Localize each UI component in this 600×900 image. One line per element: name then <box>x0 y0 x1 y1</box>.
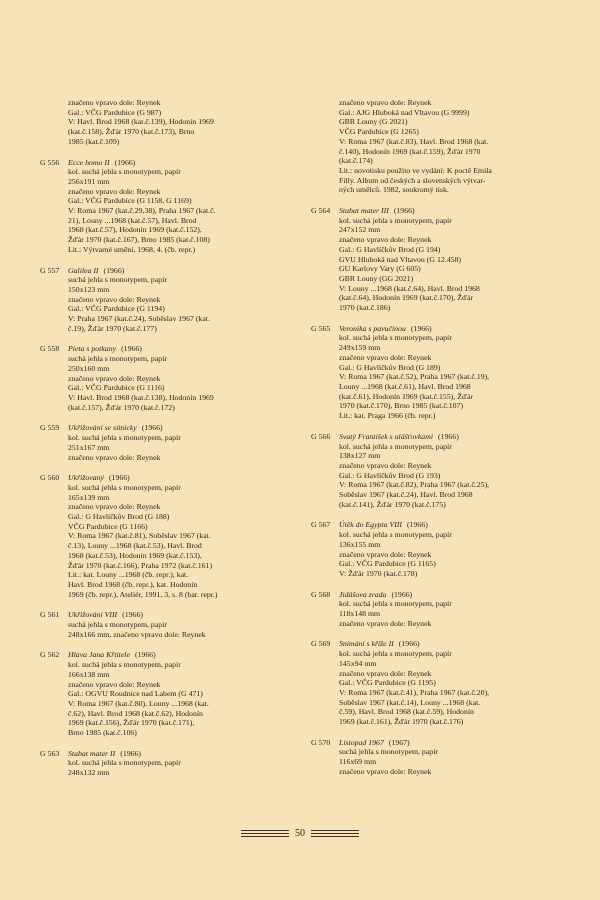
entry-number: G 563 <box>40 748 60 758</box>
entry-details <box>311 599 561 628</box>
entry-title: Pieta s potkany <box>68 344 117 354</box>
entry-detail-line: značeno vpravo dole: Reynek <box>339 766 432 776</box>
entry-detail-line: 21), Louny ...1968 (kat.č.57), Havl. Brod <box>68 215 197 225</box>
continuation-line: č.140), Hodonín 1969 (kat.č.159), Žďár 1970 <box>339 146 481 156</box>
entry-detail-line: suchá jehla s monotypem, papír <box>68 354 167 364</box>
entry-detail-line: kol. suchá jehla s monotypem, papír <box>68 758 181 768</box>
catalog-entry <box>40 650 290 737</box>
entry-title: Útěk do Egypta VIII <box>339 520 402 530</box>
entry-detail-line: Gal.: VČG Pardubice (G 1116) <box>68 383 165 393</box>
entry-number: G 558 <box>40 344 60 354</box>
entry-details <box>40 433 290 462</box>
entry-details <box>311 649 561 727</box>
catalog-entry <box>40 749 290 778</box>
entry-details <box>311 333 561 420</box>
entry-year: (1966) <box>398 639 420 649</box>
catalog-entry <box>311 432 561 510</box>
entry-detail-line: V: Roma 1967 (kat.č.52), Praha 1967 (kat.č.19), <box>339 372 490 382</box>
entry-detail-line: Lit.: kat. Praga 1966 (čb. repr.) <box>339 411 436 421</box>
entry-title: Ukřižovaný <box>68 473 104 483</box>
entry-detail-line: č.13), Louny ...1968 (kat.č.53), Havl. Brod <box>68 541 202 551</box>
entry-detail-line: 248x166 mm, značeno vpravo dole: Reynek <box>68 629 206 639</box>
entry-details <box>40 275 290 333</box>
entry-number: G 570 <box>311 737 331 747</box>
entry-detail-line: značeno vpravo dole: Reynek <box>68 452 161 462</box>
entry-detail-line: značeno vpravo dole: Reynek <box>339 668 432 678</box>
entry-number: G 566 <box>311 431 331 441</box>
entry-detail-line: 150x123 mm <box>68 284 110 294</box>
entry-number: G 562 <box>40 650 60 660</box>
entry-detail-line: V: Louny ...1968 (kat.č.64), Havl. Brod 1968 <box>339 283 480 293</box>
entry-details <box>311 442 561 510</box>
entry-detail-line: V: Roma 1967 (kat.č.80), Louny ...1968 (kat. <box>68 698 209 708</box>
continuation-line: VČG Pardubice (G 1265) <box>339 127 419 137</box>
entry-detail-line: 136x155 mm <box>339 539 381 549</box>
entry-detail-line: (kat.č.157), Žďár 1970 (kat.č.172) <box>68 402 175 412</box>
entry-number: G 561 <box>40 610 60 620</box>
entry-detail-line: Gal.: G Havlíčkův Brod (G 193) <box>339 470 441 480</box>
entry-detail-line: GBR Louny (GG 2021) <box>339 273 414 283</box>
entry-number: G 559 <box>40 423 60 433</box>
entry-detail-line: 1969 (čb. repr.), Ateliér, 1991, 3, s. 8 (bar. repr.) <box>68 589 218 599</box>
catalog-entry <box>40 610 290 639</box>
entry-detail-line: kol. suchá jehla s monotypem, papír <box>339 599 452 609</box>
entry-heading <box>40 473 290 483</box>
entry-detail-line: 247x152 mm <box>339 225 381 235</box>
entry-number: G 568 <box>311 589 331 599</box>
entry-detail-line: V: Roma 1967 (kat.č.29,38), Praha 1967 (kat.č. <box>68 206 216 216</box>
entry-detail-line: 1970 (kat.č.170), Brno 1985 (kat.č.107) <box>339 401 464 411</box>
entry-detail-line: Lit.: kat. Louny ...1968 (čb. repr.), kat. <box>68 570 189 580</box>
entry-number: G 567 <box>311 520 331 530</box>
entry-detail-line: 251x167 mm <box>68 442 110 452</box>
page-number: 50 <box>295 828 305 839</box>
entry-detail-line: kol. suchá jehla s monotypem, papír <box>68 660 181 670</box>
entry-detail-line: kol. suchá jehla s monotypem, papír <box>68 167 181 177</box>
entry-detail-line: 1969 (kat.č.156), Žďár 1970 (kat.č.171), <box>68 718 195 728</box>
entry-title: Listopad 1967 <box>339 737 384 747</box>
entry-heading <box>40 650 290 660</box>
entry-detail-line: Soběslav 1967 (kat.č.24), Havl. Brod 1968 <box>339 490 473 500</box>
entry-detail-line: č.19), Žďár 1970 (kat.č.177) <box>68 323 157 333</box>
entry-year: (1966) <box>410 323 432 333</box>
entry-title: Ukřižování VIII <box>68 610 118 620</box>
entry-detail-line: kol. suchá jehla s monotypem, papír <box>339 333 452 343</box>
entry-detail-line: GU Karlovy Vary (G 605) <box>339 264 421 274</box>
entry-details <box>40 758 290 777</box>
entry-year: (1967) <box>388 737 410 747</box>
catalog-entry <box>40 266 290 334</box>
entry-details <box>40 167 290 254</box>
entry-detail-line: značeno vpravo dole: Reynek <box>339 618 432 628</box>
entry-details <box>40 660 290 738</box>
entry-title: Hlava Jana Křtitele <box>68 650 130 660</box>
entry-year: (1966) <box>103 265 125 275</box>
entry-title: Galilea II <box>68 265 99 275</box>
entry-heading <box>311 590 561 600</box>
entry-detail-line: 166x138 mm <box>68 669 110 679</box>
entry-detail-line: 248x132 mm <box>68 768 110 778</box>
entry-year: (1966) <box>108 473 130 483</box>
entry-number: G 565 <box>311 323 331 333</box>
entry-detail-line: kol. suchá jehla s monotypem, papír <box>68 433 181 443</box>
catalog-entry <box>40 473 290 599</box>
entry-title: Ukřižování se sítnicky <box>68 423 137 433</box>
entry-detail-line: Louny ...1968 (kat.č.61), Havl. Brod 1968 <box>339 381 471 391</box>
entry-detail-line: (kat.č.61), Hodonín 1969 (kat.č.155), Žďár <box>339 391 474 401</box>
entry-detail-line: č.62), Havl. Brod 1968 (kat.č.62), Hodonín <box>68 708 203 718</box>
entry-detail-line: V: Havl. Brod 1968 (kat.č.138), Hodonín 1969 <box>68 392 214 402</box>
entry-year: (1966) <box>134 650 156 660</box>
entry-detail-line: kol. suchá jehla s monotypem, papír <box>339 530 452 540</box>
entry-detail-line: Gal.: G Havlíčkův Brod (G 188) <box>68 512 170 522</box>
entry-detail-line: 249x159 mm <box>339 343 381 353</box>
entry-detail-line: značeno vpravo dole: Reynek <box>68 294 161 304</box>
entry-detail-line: Gal.: VČG Pardubice (G 1195) <box>339 678 436 688</box>
entry-year: (1966) <box>141 423 163 433</box>
entry-detail-line: značeno vpravo dole: Reynek <box>339 549 432 559</box>
entry-detail-line: Gal.: VČG Pardubice (G 1194) <box>68 304 165 314</box>
entry-title: Stabat mater II <box>68 748 116 758</box>
entry-detail-line: 1969 (kat.č.161), Žďár 1970 (kat.č.176) <box>339 717 464 727</box>
entry-heading <box>40 610 290 620</box>
entry-detail-line: Lit.: Výtvarné umění, 1968, 4. (čb. repr.) <box>68 244 196 254</box>
entry-detail-line: Soběslav 1967 (kat.č.14), Louny ...1968 (kat. <box>339 697 481 707</box>
entry-detail-line: V: Roma 1967 (kat.č.81), Soběslav 1967 (kat. <box>68 531 211 541</box>
continuation-line: 1985 (kat.č.109) <box>68 136 120 146</box>
continuation-line: (kat.č.158), Žďár 1970 (kat.č.173), Brno <box>68 127 195 137</box>
catalog-entry <box>40 158 290 255</box>
entry-year: (1966) <box>438 431 459 441</box>
entry-number: G 560 <box>40 473 60 483</box>
entry-detail-line: VČG Pardubice (G 1166) <box>68 521 148 531</box>
continuation-line: ných umělců. 1982, soukromý tisk. <box>339 185 449 195</box>
entry-detail-line: značeno vpravo dole: Reynek <box>339 352 432 362</box>
entry-detail-line: 1968 (kat.č.57), Hodonín 1969 (kat.č.152), <box>68 225 202 235</box>
entry-detail-line: suchá jehla s monotypem, papír <box>339 747 438 757</box>
decorative-rule-right <box>311 830 359 837</box>
entry-detail-line: Gal.: VČG Pardubice (G 1165) <box>339 559 436 569</box>
entry-detail-line: Gal.: G Havlíčkův Brod (G 194) <box>339 244 441 254</box>
entry-detail-line: značeno vpravo dole: Reynek <box>68 186 161 196</box>
entry-number: G 557 <box>40 265 60 275</box>
entry-details <box>40 483 290 599</box>
catalog-entry <box>311 324 561 421</box>
entry-list <box>40 158 290 778</box>
catalog-entry <box>311 738 561 777</box>
entry-detail-line: V: Praha 1967 (kat.č.24), Soběslav 1967 (kat. <box>68 314 210 324</box>
right-column <box>311 98 561 788</box>
entry-heading <box>311 206 561 216</box>
entry-heading <box>40 344 290 354</box>
entry-detail-line: Brno 1985 (kat.č.106) <box>68 728 137 738</box>
entry-heading <box>311 324 561 334</box>
entry-title: Jidášova zrada <box>339 589 387 599</box>
entry-heading <box>40 423 290 433</box>
entry-heading <box>311 639 561 649</box>
entry-detail-line: (kat.č.141), Žďár 1970 (kat.č.175) <box>339 499 446 509</box>
entry-detail-line: GVU Hluboká nad Vltavou (G 12.458) <box>339 254 461 264</box>
entry-list <box>311 206 561 777</box>
entry-detail-line: V: Žďár 1970 (kat.č.178) <box>339 568 418 578</box>
entry-detail-line: Žďár 1970 (kat.č.167), Brno 1985 (kat.č.108) <box>68 235 210 245</box>
entry-title: Ecce homo II <box>68 157 110 167</box>
entry-heading <box>311 520 561 530</box>
entry-heading <box>40 266 290 276</box>
entry-details <box>40 354 290 412</box>
continuation-block <box>40 98 290 147</box>
continuation-line: V: Havl. Brod 1968 (kat.č.139), Hodonín 1969 <box>68 117 214 127</box>
entry-year: (1966) <box>114 157 136 167</box>
entry-number: G 556 <box>40 157 60 167</box>
entry-heading <box>40 158 290 168</box>
continuation-block <box>311 98 561 195</box>
entry-year: (1966) <box>120 748 142 758</box>
entry-detail-line: suchá jehla s monotypem, papír <box>68 275 167 285</box>
entry-detail-line: č.59), Havl. Brod 1968 (kat.č.59), Hodonín <box>339 707 474 717</box>
entry-detail-line: kol. suchá jehla s monotypem, papír <box>339 649 452 659</box>
left-column <box>40 98 290 789</box>
continuation-line: GBR Louny (G 2021) <box>339 117 408 127</box>
entry-year: (1966) <box>121 344 142 354</box>
entry-detail-line: suchá jehla s monotypem, papír <box>68 620 167 630</box>
entry-detail-line: 1970 (kat.č.186) <box>339 303 391 313</box>
continuation-line: (kat.č.174) <box>339 156 373 166</box>
entry-title: Snímání s kříže II <box>339 639 394 649</box>
entry-details <box>311 216 561 313</box>
entry-detail-line: kol. suchá jehla s monotypem, papír <box>339 441 452 451</box>
entry-detail-line: kol. suchá jehla s monotypem, papír <box>68 482 181 492</box>
entry-detail-line: Žďár 1970 (kat.č.166), Praha 1972 (kat.č.161) <box>68 560 213 570</box>
entry-heading <box>40 749 290 759</box>
entry-detail-line: 145x94 mm <box>339 658 377 668</box>
continuation-line: Gal.: VČG Pardubice (G 987) <box>68 107 162 117</box>
entry-details <box>40 620 290 639</box>
entry-detail-line: 138x127 mm <box>339 451 381 461</box>
entry-detail-line: 116x69 mm <box>339 757 377 767</box>
catalog-entry <box>311 590 561 629</box>
entry-detail-line: 1968 (kat.č.53), Hodonín 1969 (kat.č.153), <box>68 550 202 560</box>
entry-title: Svatý František s ulášťovkami <box>339 431 433 441</box>
catalog-entry <box>311 520 561 578</box>
entry-year: (1966) <box>393 206 415 216</box>
entry-detail-line: V: Roma 1967 (kat.č.41), Praha 1967 (kat.č.20), <box>339 687 490 697</box>
catalog-entry <box>40 344 290 412</box>
entry-detail-line: 118x148 mm <box>339 609 381 619</box>
entry-details <box>311 530 561 579</box>
entry-detail-line: značeno vpravo dole: Reynek <box>68 679 161 689</box>
entry-detail-line: 256x191 mm <box>68 176 110 186</box>
entry-detail-line: Havl. Brod 1968 (čb. repr.), kat. Hodonín <box>68 579 198 589</box>
decorative-rule-left <box>241 830 289 837</box>
entry-year: (1966) <box>391 589 413 599</box>
catalog-entry <box>311 639 561 726</box>
entry-detail-line: značeno vpravo dole: Reynek <box>68 502 161 512</box>
entry-details <box>311 747 561 776</box>
continuation-line: Gal.: AJG Hluboká nad Vltavou (G 9999) <box>339 107 470 117</box>
catalog-entry <box>40 423 290 462</box>
entry-detail-line: 250x160 mm <box>68 363 110 373</box>
entry-title: Stabat mater III <box>339 206 389 216</box>
entry-detail-line: kol. suchá jehla s monotypem, papír <box>339 215 452 225</box>
entry-year: (1966) <box>407 520 428 530</box>
entry-heading <box>311 432 561 442</box>
entry-detail-line: Gal.: G Havlíčkův Brod (G 189) <box>339 362 441 372</box>
entry-number: G 564 <box>311 206 331 216</box>
catalog-entry <box>311 206 561 313</box>
continuation-line: Filly. Album od českých a slovenských výtvar- <box>339 175 486 185</box>
entry-detail-line: značeno vpravo dole: Reynek <box>339 460 432 470</box>
entry-title: Veronika s pavučinou <box>339 323 406 333</box>
page-footer <box>0 818 600 839</box>
continuation-line: značeno vpravo dole: Reynek <box>68 98 161 107</box>
entry-heading <box>311 738 561 748</box>
entry-detail-line: Gal.: OGVU Roudnice nad Labem (G 471) <box>68 689 203 699</box>
entry-detail-line: V: Roma 1967 (kat.č.82), Praha 1967 (kat.č.25), <box>339 480 490 490</box>
continuation-line: V: Roma 1967 (kat.č.83), Havl. Brod 1968 (kat. <box>339 136 489 146</box>
entry-detail-line: Gal.: VČG Pardubice (G 1158, G 1169) <box>68 196 192 206</box>
continuation-line: značeno vpravo dole: Reynek <box>339 98 432 107</box>
entry-year: (1966) <box>122 610 143 620</box>
entry-detail-line: 165x139 mm <box>68 492 110 502</box>
entry-number: G 569 <box>311 639 331 649</box>
entry-detail-line: (kat.č.64), Hodonín 1969 (kat.č.170), Žďár <box>339 293 474 303</box>
entry-detail-line: značeno vpravo dole: Reynek <box>68 373 161 383</box>
entry-detail-line: značeno vpravo dole: Reynek <box>339 235 432 245</box>
continuation-line: Lit.: novotisku použito ve vydání: K poctě Emila <box>339 165 492 175</box>
